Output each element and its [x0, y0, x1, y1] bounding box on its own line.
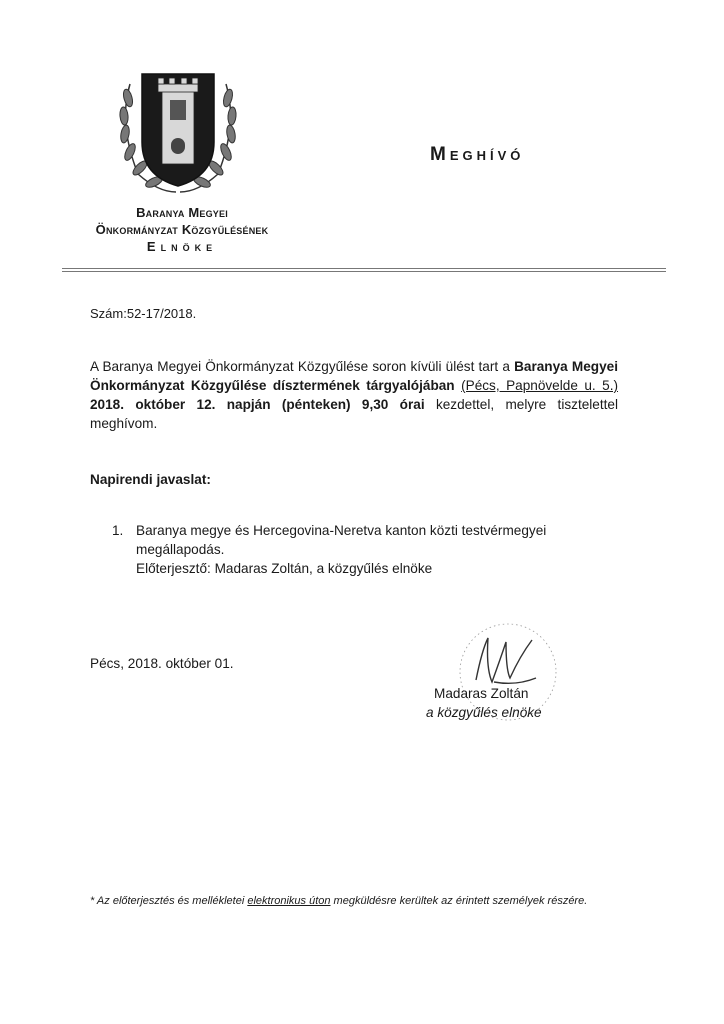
- invitation-paragraph: [90, 357, 618, 433]
- document-title: Meghívó: [430, 144, 525, 165]
- venue-address: (Pécs, Papnövelde u. 5.): [461, 378, 618, 393]
- agenda-heading: Napirendi javaslat:: [90, 472, 211, 487]
- org-line-2: Önkormányzat Közgyűlésének: [95, 222, 269, 237]
- issuing-organization: [62, 204, 302, 255]
- header-divider-bottom: [62, 271, 666, 272]
- signatory-role: a közgyűlés elnöke: [426, 705, 542, 720]
- coat-of-arms-emblem: [108, 64, 248, 200]
- signatory-name: Madaras Zoltán: [434, 686, 529, 701]
- footnote: [90, 893, 610, 910]
- meeting-venue: Baranya Megyei Önkormányzat Közgyűlése dísztermének tárgyalójában: [90, 359, 618, 393]
- org-line-1: Baranya Megyei: [136, 205, 228, 220]
- body-text-2: kezdettel, melyre tisztelettel meghívom.: [90, 397, 619, 431]
- agenda-item-text: Baranya megye és Hercegovina-Neretva kanton közti testvérmegyei megállapodás.: [136, 523, 547, 557]
- agenda-item-presenter: Előterjesztő: Madaras Zoltán, a közgyűlés elnöke: [136, 561, 433, 576]
- body-text-1: A Baranya Megyei Önkormányzat Közgyűlése soron kívüli ülést tart a: [90, 359, 515, 374]
- place-and-date: Pécs, 2018. október 01.: [90, 656, 234, 671]
- handwritten-signature: [436, 620, 576, 740]
- org-line-3: Elnöke: [146, 239, 218, 254]
- agenda-item: [112, 521, 612, 578]
- footnote-emphasis: elektronikus úton: [247, 895, 331, 907]
- reference-number: Szám:52-17/2018.: [90, 306, 197, 321]
- agenda-list: [112, 521, 612, 578]
- header-divider-top: [62, 268, 666, 269]
- agenda-item-number: 1.: [112, 523, 124, 538]
- meeting-datetime: 2018. október 12. napján (pénteken) 9,30 órai: [90, 397, 425, 412]
- footnote-text-2: megküldésre kerültek az érintett személyek részére.: [330, 895, 588, 907]
- footnote-text-1: * Az előterjesztés és mellékletei: [90, 895, 248, 907]
